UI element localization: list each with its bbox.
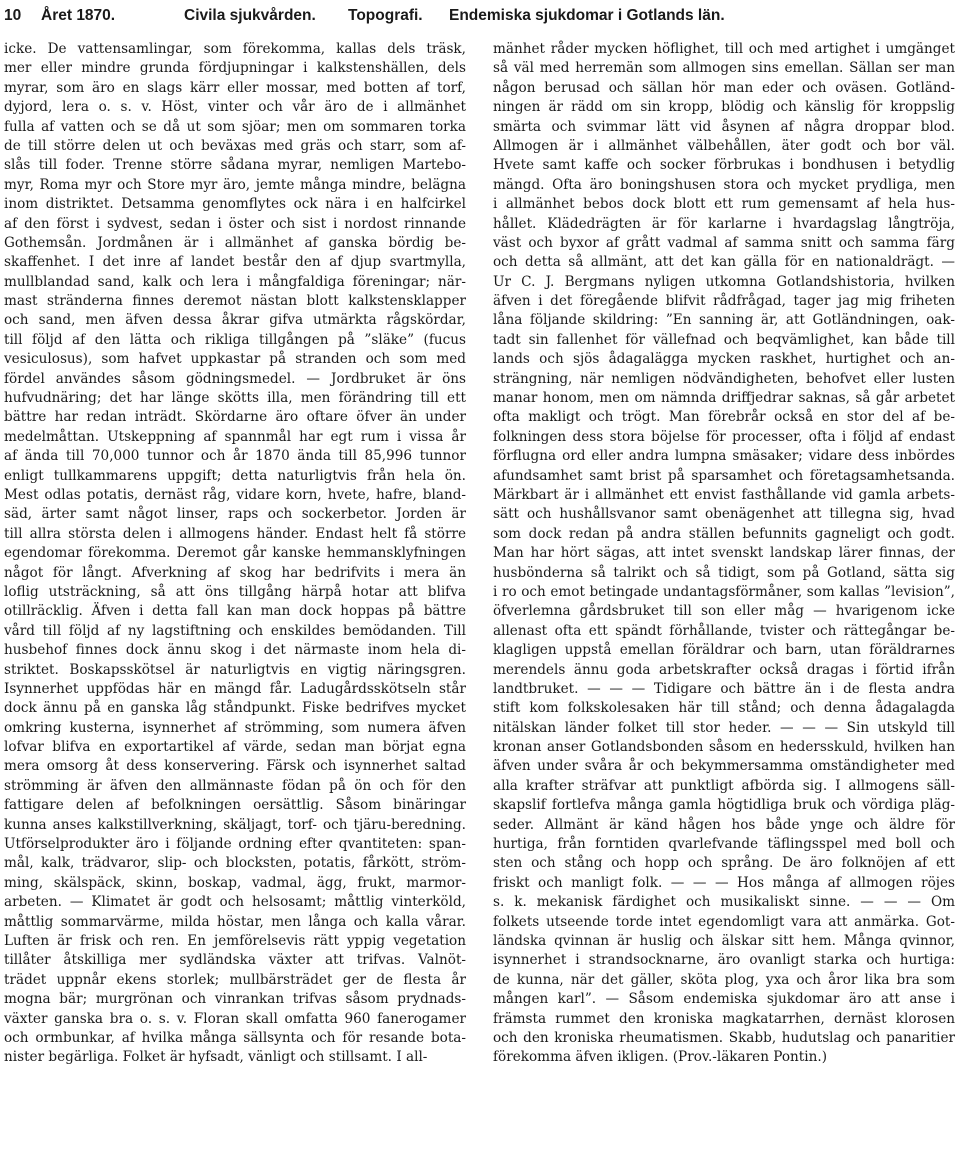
text-line: mängd. Ofta äro boningshusen stora och mycket prydliga, men: [493, 176, 955, 193]
text-line: dyjord, lera o. s. v. Höst, vinter och vår äro de i allmänhet: [4, 99, 466, 116]
text-line: Ur C. J. Bergmans nyligen utkomna Gotlandshistoria, hvilken: [493, 273, 955, 290]
text-line: medelmåttan. Utskeppning af spannmål har egt rum i vissa år: [4, 428, 466, 445]
running-year: Året 1870.: [41, 7, 116, 24]
text-line: seder. Allmänt är känd hågen hos både ynge och äldre för: [493, 816, 955, 833]
text-line: strömming är äfven den allmännaste födan på ön och för den: [4, 777, 466, 794]
text-line: väst och byxor af grått vadmal af samma snitt och samma färg: [493, 234, 955, 251]
text-line: äfven i det föregående blifvit rådfrågad, tager jag mig friheten: [493, 293, 955, 310]
text-line: skapslif fortlefva många gamla högtidliga bruk och vördiga pläg-: [493, 797, 955, 814]
text-line: mera omsorg åt dess konservering. Färsk och isynnerhet saltad: [4, 758, 466, 775]
text-line: s. k. mekanisk färdighet och musikaliskt sinne. — — — Om: [493, 894, 955, 911]
text-line: af den först i sydvest, sedan i öster och sist i nordost rinnande: [4, 215, 466, 232]
text-line: myrar, som äro en slags kärr eller mossar, med botten af torf,: [4, 79, 466, 96]
text-line: säd, ärter samt något linser, raps och sockerbetor. Jorden är: [4, 506, 466, 523]
text-line: fattigare delen af befolkningen oersättlig. Såsom binäringar: [4, 797, 466, 814]
text-line: trädet uppnår ekens storlek; mullbärsträdet ger de flesta år: [4, 971, 466, 988]
text-line: de till större delen ut och beväxas med gräs och starr, som af-: [4, 137, 466, 154]
text-line: arbeten. — Klimatet är godt och helsosamt; måttlig vinterköld,: [4, 894, 466, 911]
text-line: isynnerhet i strandsocknarne, äro ovanligt starka och hurtiga:: [493, 952, 955, 969]
text-line: främsta rummet den kroniska magkatarrhen, dernäst klorosen: [493, 1010, 955, 1027]
text-line: strängning, när nemligen nödvändigheten, behofvet eller lusten: [493, 370, 955, 387]
text-line: dock ännu på en ganska låg ståndpunkt. Fiske bedrifves mycket: [4, 700, 466, 717]
text-line: loflig utsträckning, så att öns tillgång härpå hotar att blifva: [4, 583, 466, 600]
text-line: stift kom folkskolesaken här till stånd; och denna ådagalagda: [493, 700, 955, 717]
text-line: låna följande skildring: ”En sanning är, att Gotländningen, oak-: [493, 312, 955, 329]
text-line: tillåter åtskilliga mer sydländska växter att trifvas. Valnöt-: [4, 952, 466, 969]
text-line: enligt tullkammarens uppgift; detta naturligtvis från hela ön.: [4, 467, 466, 484]
text-line: och detta så allmänt, att det kan gälla för en nationaldrägt. —: [493, 254, 955, 271]
left-text-column: [4, 40, 466, 1068]
text-line: mål, kalk, trädvaror, slip- och blocksten, potatis, fårkött, ström-: [4, 855, 466, 872]
text-line: Isynnerhet uppfödas här en mängd får. Ladugårdsskötseln står: [4, 680, 466, 697]
text-line: förflugna ord eller andra lumpna smäsaker; vidare dess inbördes: [493, 448, 955, 465]
text-line: Utförselprodukter äro i följande ordning efter qvantiteten: span-: [4, 836, 466, 853]
text-line: kronan anser Gotlandsbonden såsom en hedersskuld, hvilken han: [493, 739, 955, 756]
text-line: Mest odlas potatis, dernäst råg, vidare korn, hvete, hafre, bland-: [4, 486, 466, 503]
text-line: alla krafter sträfvar att punktligt afbörda sig. I allmogens säll-: [493, 777, 955, 794]
page-header: [4, 2, 954, 30]
text-line: mast stränderna finnes deremot nästan blott kalkstensklapper: [4, 293, 466, 310]
text-line: manar honom, men om nämnda driffjedrar saknas, så går arbetet: [493, 390, 955, 407]
text-line: och ormbunkar, af hvilka många sällsynta och för resande bota-: [4, 1029, 466, 1046]
text-line: mullblandad sand, kalk och lera i mångfaldiga föreningar; när-: [4, 273, 466, 290]
text-line: allenast ofta ett spändt förhållande, tvister och rättegångar be-: [493, 622, 955, 639]
text-line: till allra största delen i allmogens händer. Endast helt få större: [4, 525, 466, 542]
text-line: äfven under svåra år och bekymmersamma omständigheter med: [493, 758, 955, 775]
text-line: egendomar förekomma. Deremot går kanske hemmansklyfningen: [4, 545, 466, 562]
text-line: sätt och hushållsvanor samt obenägenhet att tillegna sig, hvad: [493, 506, 955, 523]
text-line: Allmogen är i allmänhet välbehållen, äter godt och bor väl.: [493, 137, 955, 154]
text-line: husbönderna så talrikt och så tidigt, som på Gotland, sätta sig: [493, 564, 955, 581]
text-line: skaffenhet. I det inre af landet består den af djup svartmylla,: [4, 254, 466, 271]
text-line: måttlig sommarvärme, milda höstar, men långa och kalla vårar.: [4, 913, 466, 930]
text-line: hufvudnäring; det har länge skötts illa, men förändring till ett: [4, 390, 466, 407]
text-line: smärta och svimmar lätt vid åsynen af några droppar blod.: [493, 118, 955, 135]
text-line: bättre har redan inträdt. Skördarne äro oftare öfver än under: [4, 409, 466, 426]
text-line: nister begärliga. Folket är hyfsadt, vänligt och stillsamt. I all-: [4, 1049, 428, 1066]
text-line: omkring kusterna, isynnerhet af strömming, som numera äfven: [4, 719, 466, 736]
text-line: hållet. Klädedrägten är för karlarne i hvardagslag långtröja,: [493, 215, 955, 232]
text-line: myr, Roma myr och Store myr äro, jemte många mindre, belägna: [4, 176, 466, 193]
text-line: de kunna, när det gäller, sköta plog, yxa och åror lika bra som: [493, 971, 955, 988]
text-line: Man har hört sägas, att intet svenskt landskap lärer finnas, der: [493, 545, 955, 562]
text-line: och sand, men äfven dessa åkrar gifva utmärkta rågskördar,: [4, 312, 466, 329]
text-line: mogna bär; murgrönan och vinrankan trifvas såsom prydnads-: [4, 991, 466, 1008]
text-line: folkets utseende torde intet egendomligt vara att anmärka. Got-: [493, 913, 955, 930]
text-line: merendels ännu goda arbetskrafter också dragas i förtid ifrån: [493, 661, 955, 678]
running-section: Civila sjukvården.: [184, 7, 316, 24]
text-line: ningen är rädd om sin kropp, blödig och känslig för kroppslig: [493, 99, 955, 116]
text-line: vård till följd af ny lagstiftning och enskildes bemödanden. Till: [4, 622, 466, 639]
text-line: Luften är frisk och ren. En jemförelsevis rätt yppig vegetation: [4, 932, 466, 949]
text-line: af ända till 70,000 tunnor och år 1870 ända till 85,996 tunnor: [4, 448, 466, 465]
text-line: fulla af vatten och se då ut som sjöar; men om sommaren torka: [4, 118, 466, 135]
text-line: inom distriktet. Detsamma genomflytes ock nära i en halfcirkel: [4, 196, 466, 213]
text-line: i ro och emot betingade undantagsförmåner, som kallas ”levision”,: [493, 583, 955, 600]
text-line: striktet. Boskapsskötsel är naturligtvis en vigtig näringsgren.: [4, 661, 466, 678]
text-line: ländska qvinnan är huslig och älskar sitt hem. Många qvinnor,: [493, 932, 955, 949]
text-line: i allmänhet bebos dock blott ett rum gemensamt af hela hus-: [493, 196, 955, 213]
text-line: hurtiga, från forntiden qvarlefvande täflingsspel med boll och: [493, 836, 955, 853]
text-line: Gothemsån. Jordmånen är i allmänhet af ganska bördig be-: [4, 234, 466, 251]
text-line: mer eller mindre grunda fördjupningar i kalkstenshällen, dels: [4, 60, 466, 77]
running-topic: Topografi.: [348, 7, 423, 24]
text-line: till följd af den lätta och rikliga tillgången på ”släke” (fucus: [4, 331, 466, 348]
text-line: afundsamhet samt brist på sparsamhet och företagsamhetsanda.: [493, 467, 955, 484]
text-line: vesiculosus), som hafvet uppkastar på stranden och som med: [4, 351, 466, 368]
text-line: otillräcklig. Äfven i detta fall kan man dock hoppas på bättre: [4, 603, 466, 620]
text-line: tadt sin fallenhet för vällefnad och beqvämlighet, kan både till: [493, 331, 955, 348]
text-line: kunna anses kalkstillverkning, skäljagt, torf- och tjäru-beredning.: [4, 816, 466, 833]
text-line: Hvete samt kaffe och socker förbrukas i bondhusen i betydlig: [493, 157, 955, 174]
text-line: så väl med herremän som allmogen sins emellan. Sällan ser man: [493, 60, 955, 77]
text-line: lands och sjös ådagalägga mycken raskhet, hurtighet och an-: [493, 351, 955, 368]
text-line: lofvar blifva en exportartikel af värde, sedan man börjat egna: [4, 739, 466, 756]
text-line: folkningen dess stora böjelse för processer, ofta i följd af endast: [493, 428, 955, 445]
text-line: Märkbart är i allmänhet ett envist fasthållande vid gamla arbets-: [493, 486, 955, 503]
text-line: landtbruket. — — — Tidigare och bättre än i de flesta andra: [493, 680, 955, 697]
text-line: fördel användes såsom gödningsmedel. — Jordbruket är öns: [4, 370, 466, 387]
text-line: som dock redan på andra ställen befunnits gagneligt och godt.: [493, 525, 955, 542]
text-line: förekomma äfven ikligen. (Prov.-läkaren Pontin.): [493, 1049, 827, 1066]
text-line: växter ganska bra o. s. v. Floran skall omfatta 960 fanerogamer: [4, 1010, 466, 1027]
page-number: 10: [4, 7, 22, 24]
text-line: ofta makligt och trögt. Man förebrår också en stor del af be-: [493, 409, 955, 426]
running-subtitle: Endemiska sjukdomar i Gotlands län.: [449, 7, 725, 24]
text-line: mänhet råder mycken höflighet, till och med artighet i umgänget: [493, 41, 955, 57]
text-line: ming, skälspäck, skinn, boskap, vadmal, ägg, frukt, marmor-: [4, 874, 466, 891]
right-text-column: [493, 40, 955, 1068]
text-line: icke. De vattensamlingar, som förekomma, kallas dels träsk,: [4, 41, 466, 57]
text-line: friskt och manligt folk. — — — Hos många af allmogen röjes: [493, 874, 955, 891]
text-line: någon berusad och sällan hör man eder och oväsen. Gotländ-: [493, 79, 955, 96]
text-line: öfverlemna gårdsbruket till son eller måg — hvarigenom icke: [493, 603, 955, 620]
text-line: sten och stång och hopp och språng. De äro folknöjen af ett: [493, 855, 955, 872]
text-line: något för långt. Afverkning af skog har bedrifvits i mera än: [4, 564, 466, 581]
text-line: klagligen uppstå emellan föräldrar och barn, utan föräldrarnes: [493, 642, 955, 659]
text-line: och den kroniska rheumatismen. Skabb, hudutslag och panaritier: [493, 1029, 955, 1046]
text-line: slås till foder. Trenne större sådana myrar, nemligen Martebo-: [4, 157, 466, 174]
text-line: mången karl”. — Såsom endemiska sjukdomar äro att anse i: [493, 991, 955, 1008]
text-line: husbehof finnes dock ännu skog i det närmaste inom hela di-: [4, 642, 466, 659]
text-line: nitälskan länder folket till stor heder. — — — Sin utskyld till: [493, 719, 955, 736]
